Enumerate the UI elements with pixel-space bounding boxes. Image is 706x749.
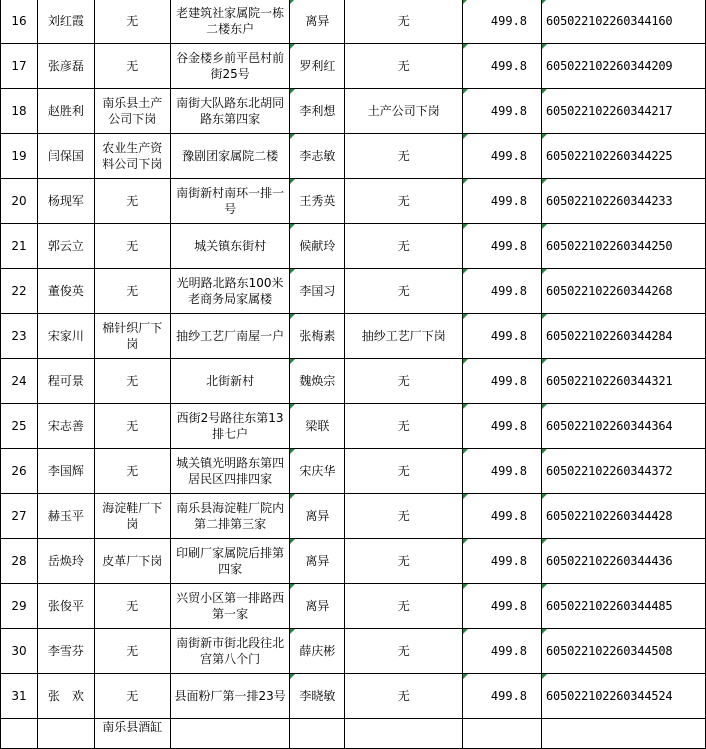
amount-cell[interactable]: 499.8 [463, 404, 542, 449]
work-unit-cell[interactable]: 无 [94, 44, 170, 89]
spouse-cell[interactable]: 薛庆彬 [290, 629, 345, 674]
row-number[interactable]: 20 [1, 179, 38, 224]
table-row [1, 224, 706, 269]
table-row [1, 629, 706, 674]
spouse-unit-cell[interactable]: 无 [345, 404, 463, 449]
address-cell[interactable]: 抽纱工艺厂南屋一户 [170, 314, 290, 359]
table-row [1, 0, 706, 44]
spouse-unit-cell[interactable]: 无 [345, 0, 463, 44]
work-unit-cell[interactable]: 无 [94, 584, 170, 629]
work-unit-cell[interactable]: 无 [94, 179, 170, 224]
spouse-cell[interactable]: 李志敏 [290, 134, 345, 179]
work-unit-cell[interactable]: 无 [94, 359, 170, 404]
spouse-cell[interactable]: 张梅素 [290, 314, 345, 359]
table-row [1, 269, 706, 314]
account-cell[interactable]: 605022102260344436 [542, 539, 706, 584]
work-unit-cell[interactable]: 无 [94, 449, 170, 494]
name-cell[interactable]: 赫玉平 [37, 494, 94, 539]
name-cell[interactable]: 张 欢 [37, 674, 94, 719]
account-cell[interactable]: 605022102260344160 [542, 0, 706, 44]
table-row [1, 404, 706, 449]
address-cell[interactable]: 南乐县海淀鞋厂院内第二排第三家 [170, 494, 290, 539]
work-unit-cell[interactable]: 海淀鞋厂下岗 [94, 494, 170, 539]
spouse-unit-cell[interactable]: 无 [345, 494, 463, 539]
address-cell[interactable] [170, 719, 290, 749]
spouse-unit-cell[interactable]: 无 [345, 539, 463, 584]
account-cell[interactable]: 605022102260344508 [542, 629, 706, 674]
spouse-cell[interactable]: 罗利红 [290, 44, 345, 89]
amount-cell[interactable]: 499.8 [463, 179, 542, 224]
address-cell[interactable]: 光明路北路东100米老商务局家属楼 [170, 269, 290, 314]
row-number[interactable]: 16 [1, 0, 38, 44]
table-row [1, 89, 706, 134]
spouse-cell[interactable]: 离异 [290, 584, 345, 629]
table-row [1, 44, 706, 89]
work-unit-cell[interactable]: 南乐县土产公司下岗 [94, 89, 170, 134]
name-cell[interactable]: 赵胜利 [37, 89, 94, 134]
name-cell[interactable] [37, 719, 94, 749]
work-unit-cell[interactable]: 无 [94, 0, 170, 44]
row-number[interactable]: 18 [1, 89, 38, 134]
work-unit-cell[interactable]: 无 [94, 404, 170, 449]
work-unit-cell[interactable]: 无 [94, 269, 170, 314]
row-number[interactable]: 22 [1, 269, 38, 314]
account-cell[interactable] [542, 719, 706, 749]
account-cell[interactable]: 605022102260344250 [542, 224, 706, 269]
amount-cell[interactable]: 499.8 [463, 89, 542, 134]
account-cell[interactable]: 605022102260344428 [542, 494, 706, 539]
name-cell[interactable]: 杨现军 [37, 179, 94, 224]
amount-cell[interactable]: 499.8 [463, 494, 542, 539]
account-cell[interactable]: 605022102260344268 [542, 269, 706, 314]
row-number[interactable]: 24 [1, 359, 38, 404]
account-cell[interactable]: 605022102260344321 [542, 359, 706, 404]
table-row [1, 179, 706, 224]
spouse-cell[interactable]: 李晓敏 [290, 674, 345, 719]
name-cell[interactable]: 宋志善 [37, 404, 94, 449]
spouse-cell[interactable]: 王秀英 [290, 179, 345, 224]
amount-cell[interactable]: 499.8 [463, 0, 542, 44]
work-unit-cell[interactable]: 无 [94, 629, 170, 674]
name-cell[interactable]: 刘红霞 [37, 0, 94, 44]
table-row [1, 314, 706, 359]
amount-cell[interactable]: 499.8 [463, 629, 542, 674]
work-unit-cell[interactable]: 南乐县酒缸 [94, 719, 170, 749]
address-cell[interactable]: 老建筑社家属院一栋二楼东户 [170, 0, 290, 44]
row-number[interactable]: 25 [1, 404, 38, 449]
amount-cell[interactable]: 499.8 [463, 449, 542, 494]
spouse-unit-cell[interactable]: 无 [345, 269, 463, 314]
name-cell[interactable]: 程可景 [37, 359, 94, 404]
address-cell[interactable]: 城关镇光明路东第四居民区四排四家 [170, 449, 290, 494]
table-row-partial [1, 719, 706, 749]
name-cell[interactable]: 李国辉 [37, 449, 94, 494]
row-number[interactable]: 23 [1, 314, 38, 359]
name-cell[interactable]: 董俊英 [37, 269, 94, 314]
spouse-cell[interactable]: 李国习 [290, 269, 345, 314]
spouse-cell[interactable]: 李利想 [290, 89, 345, 134]
address-cell[interactable]: 南街新村南环一排一号 [170, 179, 290, 224]
spouse-unit-cell[interactable]: 土产公司下岗 [345, 89, 463, 134]
row-number[interactable]: 17 [1, 44, 38, 89]
work-unit-cell[interactable]: 无 [94, 224, 170, 269]
table-row [1, 359, 706, 404]
spouse-cell[interactable]: 离异 [290, 539, 345, 584]
table-row [1, 584, 706, 629]
table-body [1, 0, 706, 749]
spouse-unit-cell[interactable]: 无 [345, 359, 463, 404]
spouse-unit-cell[interactable]: 抽纱工艺厂下岗 [345, 314, 463, 359]
row-number[interactable]: 29 [1, 584, 38, 629]
account-cell[interactable]: 605022102260344233 [542, 179, 706, 224]
spouse-cell[interactable]: 宋庆华 [290, 449, 345, 494]
row-number[interactable]: 30 [1, 629, 38, 674]
address-cell[interactable]: 西街2号路往东第13排七户 [170, 404, 290, 449]
amount-cell[interactable]: 499.8 [463, 359, 542, 404]
name-cell[interactable]: 张俊平 [37, 584, 94, 629]
spouse-cell[interactable]: 候献玲 [290, 224, 345, 269]
account-cell[interactable]: 605022102260344225 [542, 134, 706, 179]
table-row [1, 539, 706, 584]
work-unit-cell[interactable]: 棉针织厂下岗 [94, 314, 170, 359]
address-cell[interactable]: 兴贸小区第一排路西第一家 [170, 584, 290, 629]
row-number[interactable]: 26 [1, 449, 38, 494]
name-cell[interactable]: 宋家川 [37, 314, 94, 359]
table-row [1, 494, 706, 539]
address-cell[interactable]: 北街新村 [170, 359, 290, 404]
spouse-unit-cell[interactable] [345, 719, 463, 749]
address-cell[interactable]: 南街大队路东北胡同路东第四家 [170, 89, 290, 134]
spouse-unit-cell[interactable]: 无 [345, 44, 463, 89]
amount-cell[interactable]: 499.8 [463, 269, 542, 314]
table-row [1, 449, 706, 494]
amount-cell[interactable]: 499.8 [463, 539, 542, 584]
account-cell[interactable]: 605022102260344372 [542, 449, 706, 494]
row-number[interactable]: 31 [1, 674, 38, 719]
table-row [1, 674, 706, 719]
account-cell[interactable]: 605022102260344209 [542, 44, 706, 89]
address-cell[interactable]: 县面粉厂第一排23号 [170, 674, 290, 719]
spouse-unit-cell[interactable]: 无 [345, 584, 463, 629]
account-cell[interactable]: 605022102260344364 [542, 404, 706, 449]
amount-cell[interactable]: 499.8 [463, 44, 542, 89]
name-cell[interactable]: 岳焕玲 [37, 539, 94, 584]
amount-cell[interactable] [463, 719, 542, 749]
amount-cell[interactable]: 499.8 [463, 224, 542, 269]
address-cell[interactable]: 谷金楼乡前平邑村前街25号 [170, 44, 290, 89]
amount-cell[interactable]: 499.8 [463, 134, 542, 179]
row-number[interactable]: 21 [1, 224, 38, 269]
name-cell[interactable]: 郭云立 [37, 224, 94, 269]
account-cell[interactable]: 605022102260344284 [542, 314, 706, 359]
row-number[interactable] [1, 719, 38, 749]
account-cell[interactable]: 605022102260344217 [542, 89, 706, 134]
account-cell[interactable]: 605022102260344524 [542, 674, 706, 719]
work-unit-cell[interactable]: 农业生产资料公司下岗 [94, 134, 170, 179]
name-cell[interactable]: 张彦磊 [37, 44, 94, 89]
table-row [1, 134, 706, 179]
row-number[interactable]: 28 [1, 539, 38, 584]
name-cell[interactable]: 闫保国 [37, 134, 94, 179]
account-cell[interactable]: 605022102260344485 [542, 584, 706, 629]
work-unit-cell[interactable]: 无 [94, 674, 170, 719]
address-cell[interactable]: 印刷厂家属院后排第四家 [170, 539, 290, 584]
amount-cell[interactable]: 499.8 [463, 584, 542, 629]
spouse-unit-cell[interactable]: 无 [345, 674, 463, 719]
spouse-unit-cell[interactable]: 无 [345, 449, 463, 494]
spouse-cell[interactable]: 离异 [290, 494, 345, 539]
spouse-cell[interactable]: 梁联 [290, 404, 345, 449]
spouse-unit-cell[interactable]: 无 [345, 224, 463, 269]
spouse-unit-cell[interactable]: 无 [345, 179, 463, 224]
address-cell[interactable]: 城关镇东街村 [170, 224, 290, 269]
name-cell[interactable]: 李雪芬 [37, 629, 94, 674]
spouse-unit-cell[interactable]: 无 [345, 629, 463, 674]
spouse-unit-cell[interactable]: 无 [345, 134, 463, 179]
work-unit-cell[interactable]: 皮革厂下岗 [94, 539, 170, 584]
spouse-cell[interactable] [290, 719, 345, 749]
amount-cell[interactable]: 499.8 [463, 674, 542, 719]
spouse-cell[interactable]: 离异 [290, 0, 345, 44]
address-cell[interactable]: 南街新市街北段往北宫第八个门 [170, 629, 290, 674]
address-cell[interactable]: 豫剧团家属院二楼 [170, 134, 290, 179]
row-number[interactable]: 27 [1, 494, 38, 539]
row-number[interactable]: 19 [1, 134, 38, 179]
amount-cell[interactable]: 499.8 [463, 314, 542, 359]
spouse-cell[interactable]: 魏焕宗 [290, 359, 345, 404]
